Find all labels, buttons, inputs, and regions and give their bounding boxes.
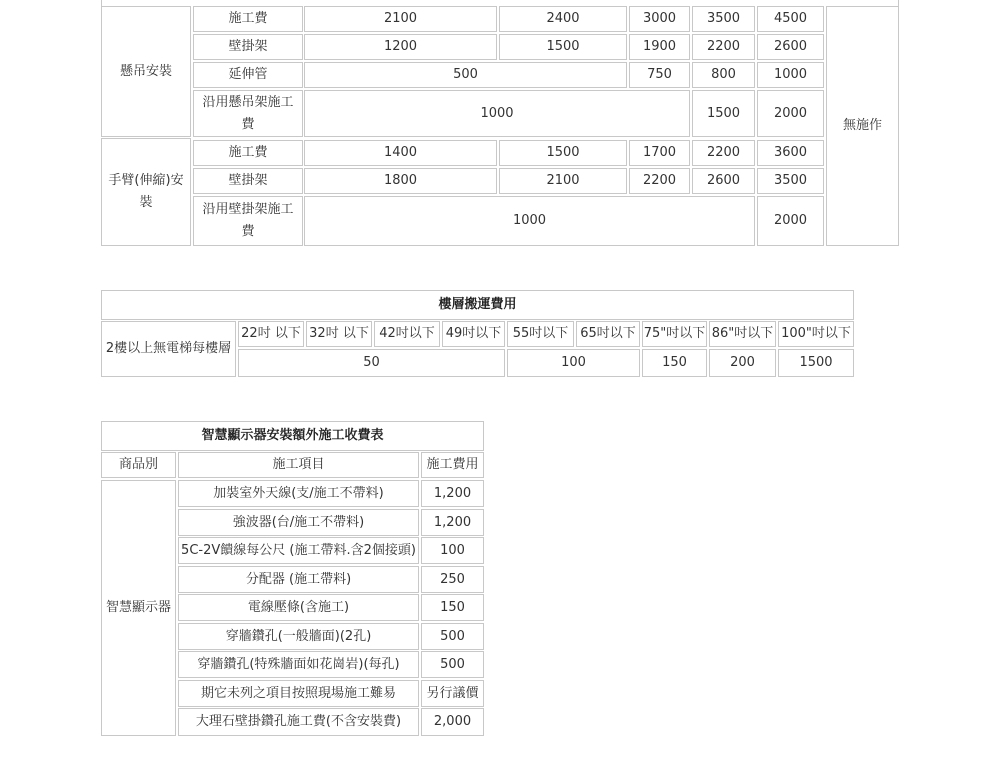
group-label-arm: 手臂(伸縮)安裝	[101, 138, 191, 246]
item-label: 壁掛架	[193, 34, 303, 60]
work-fee: 250	[421, 566, 484, 593]
table-cell: 1000	[304, 90, 690, 137]
work-item: 穿牆鑽孔(一般牆面)(2孔)	[178, 623, 419, 650]
table-cell: 1200	[304, 34, 497, 60]
column-header: 施工項目	[178, 452, 419, 478]
row-label: 2樓以上無電梯每樓層	[101, 321, 236, 377]
category-cell: 智慧顯示器	[101, 480, 176, 736]
table-cell: 2200	[692, 34, 755, 60]
item-label: 施工費	[193, 6, 303, 32]
table-cell: 1500	[692, 90, 755, 137]
item-label: 施工費	[193, 140, 303, 166]
table-title: 智慧顯示器安裝額外施工收費表	[101, 421, 484, 451]
table-cell: 3600	[757, 140, 824, 166]
work-item: 穿牆鑽孔(特殊牆面如花崗岩)(每孔)	[178, 651, 419, 678]
table-cell: 2200	[629, 168, 690, 194]
size-header: 42吋以下	[374, 321, 440, 347]
table-title: 樓層搬運費用	[101, 290, 854, 320]
column-header: 商品別	[101, 452, 176, 478]
group-label-hanging: 懸吊安裝	[101, 6, 191, 137]
size-header: 32吋 以下	[306, 321, 372, 347]
work-fee: 1,200	[421, 509, 484, 536]
fee-cell: 1500	[778, 349, 854, 377]
work-item: 期它未列之項目按照現場施工難易	[178, 680, 419, 707]
work-fee: 150	[421, 594, 484, 621]
work-item: 分配器 (施工帶料)	[178, 566, 419, 593]
work-item: 強波器(台/施工不帶料)	[178, 509, 419, 536]
table-cell: 3500	[692, 6, 755, 32]
item-label: 延伸管	[193, 62, 303, 88]
table-cell: 1800	[304, 168, 497, 194]
fee-cell: 50	[238, 349, 505, 377]
table-cell: 2600	[757, 34, 824, 60]
table-cell: 2000	[757, 196, 824, 246]
size-header: 65吋以下	[576, 321, 640, 347]
work-fee: 2,000	[421, 708, 484, 736]
work-item: 電線壓條(含施工)	[178, 594, 419, 621]
work-item: 5C-2V饋線每公尺 (施工帶料.含2個接頭)	[178, 537, 419, 564]
table-cell: 500	[304, 62, 627, 88]
fee-cell: 150	[642, 349, 707, 377]
table-cell: 2100	[304, 6, 497, 32]
fee-cell: 200	[709, 349, 776, 377]
table-cell: 1000	[304, 196, 755, 246]
table-cell: 1500	[499, 34, 627, 60]
table-cell: 2000	[757, 90, 824, 137]
size-header: 100"吋以下	[778, 321, 854, 347]
table-cell: 2400	[499, 6, 627, 32]
table-cell: 2100	[499, 168, 627, 194]
item-label: 沿用壁掛架施工費	[193, 196, 303, 246]
item-label: 沿用懸吊架施工費	[193, 90, 303, 137]
size-header: 22吋 以下	[238, 321, 304, 347]
work-fee: 另行議價	[421, 680, 484, 707]
no-work-cell: 無施作	[826, 6, 899, 246]
work-fee: 1,200	[421, 480, 484, 507]
size-header: 75"吋以下	[642, 321, 707, 347]
table-cell: 1000	[757, 62, 824, 88]
item-label: 壁掛架	[193, 168, 303, 194]
column-header: 施工費用	[421, 452, 484, 478]
work-fee: 100	[421, 537, 484, 564]
fee-cell: 100	[507, 349, 640, 377]
size-header: 55吋以下	[507, 321, 574, 347]
table-cell: 1700	[629, 140, 690, 166]
work-fee: 500	[421, 651, 484, 678]
table-cell: 3000	[629, 6, 690, 32]
table-cell: 1900	[629, 34, 690, 60]
table-cell: 1400	[304, 140, 497, 166]
table-cell: 2200	[692, 140, 755, 166]
table-cell: 4500	[757, 6, 824, 32]
table-cell: 800	[692, 62, 755, 88]
work-item: 加裝室外天線(支/施工不帶料)	[178, 480, 419, 507]
size-header: 86"吋以下	[709, 321, 776, 347]
table-cell: 2600	[692, 168, 755, 194]
work-item: 大理石壁掛鑽孔施工費(不含安裝費)	[178, 708, 419, 736]
size-header: 49吋以下	[442, 321, 505, 347]
table-cell: 3500	[757, 168, 824, 194]
work-fee: 500	[421, 623, 484, 650]
table-cell: 750	[629, 62, 690, 88]
table-cell: 1500	[499, 140, 627, 166]
